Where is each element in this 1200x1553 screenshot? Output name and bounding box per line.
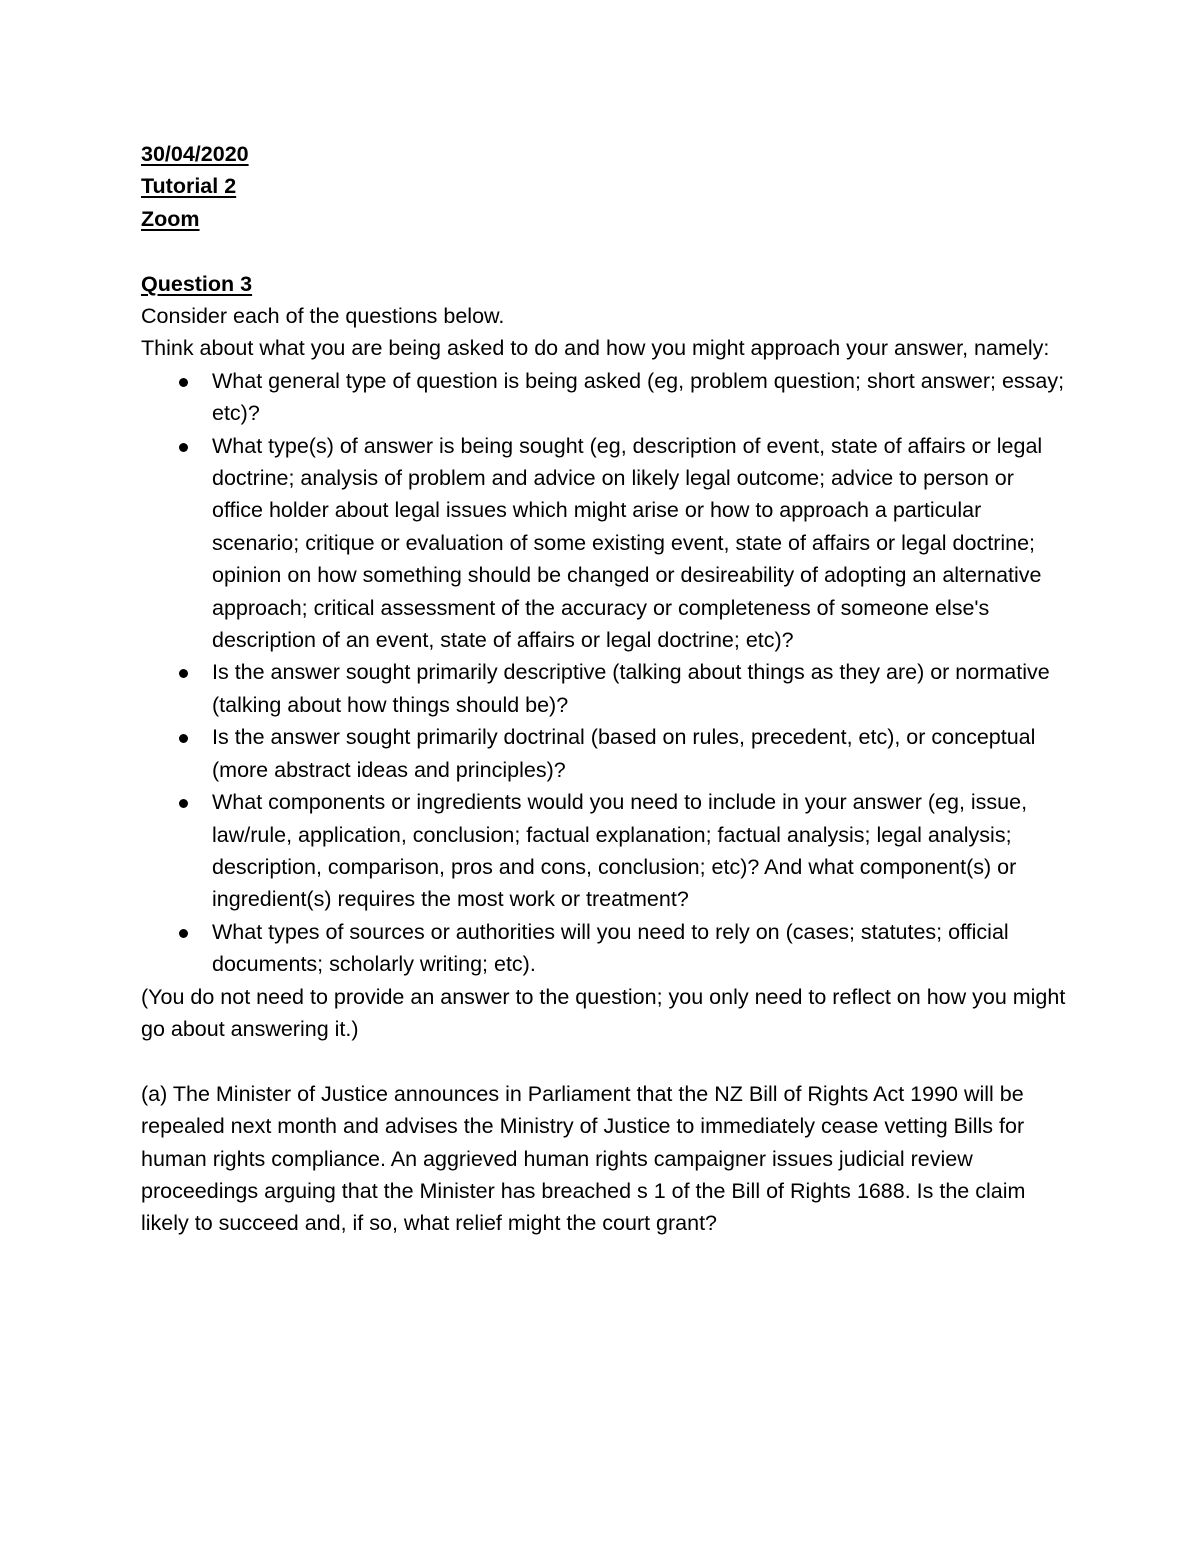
bullet-text: What components or ingredients would you need to include in your answer (eg, issue, law/rule, application, conclusion; factual explanation; factual analysis; legal analysis; description, comparison, pros and cons, conclusion; etc)? And what component(s) or ingredient(s) requires the most work or treatment? [212, 790, 1028, 912]
tutorial-heading: Tutorial 2 [141, 174, 237, 199]
bullet-text: What types of sources or authorities will you need to rely on (cases; statutes; official documents; scholarly writing; etc). [212, 919, 1009, 977]
bullet-icon [179, 378, 188, 387]
bullet-item [212, 916, 1066, 981]
bullet-icon [179, 443, 188, 452]
spacer [141, 1045, 1066, 1077]
location-heading: Zoom [141, 206, 200, 231]
guidance-bullet-list [141, 365, 1066, 981]
intro-line-1: Consider each of the questions below. [141, 304, 505, 329]
date-heading: 30/04/2020 [141, 142, 249, 166]
bullet-icon [179, 799, 188, 808]
document-page [141, 138, 1066, 1240]
bullet-text: Is the answer sought primarily doctrinal (based on rules, precedent, etc), or conceptual (more abstract ideas and principles)? [212, 725, 1036, 782]
bullet-item [212, 721, 1066, 786]
bullet-item [212, 430, 1066, 657]
intro-line-2: Think about what you are being asked to do and how you might approach your answer, namely: [141, 336, 1050, 361]
instruction-note: (You do not need to provide an answer to the question; you only need to reflect on how you might go about answering it.) [141, 984, 1066, 1041]
bullet-item [212, 365, 1066, 430]
bullet-icon [179, 734, 188, 743]
bullet-text: Is the answer sought primarily descriptive (talking about things as they are) or normative (talking about how things should be)? [212, 660, 1050, 717]
bullet-icon [179, 929, 188, 938]
bullet-text: What type(s) of answer is being sought (eg, description of event, state of affairs or legal doctrine; analysis of problem and advice on likely legal outcome; advice to person or office holder about legal issues which might arise or how to approach a particular scenario; critique or evaluation of some existing event, state of affairs or legal doctrine; opinion on how something should be changed or desireability of adopting an alternative approach; critical assessment of the accuracy or completeness of someone else's description of an event, state of affairs or legal doctrine; etc)? [212, 433, 1043, 653]
bullet-text: What general type of question is being asked (eg, problem question; short answer; essay; etc)? [212, 368, 1065, 426]
bullet-icon [179, 669, 188, 678]
question-part-a: (a) The Minister of Justice announces in Parliament that the NZ Bill of Rights Act 1990 will be repealed next month and advises the Ministry of Justice to immediately cease vetting Bills for human rights compliance. An aggrieved human rights campaigner issues judicial review proceedings arguing that the Minister has breached s 1 of the Bill of Rights 1688. Is the claim likely to succeed and, if so, what relief might the court grant? [141, 1081, 1026, 1236]
bullet-item [212, 786, 1066, 916]
question-title: Question 3 [141, 271, 253, 296]
spacer [141, 235, 1066, 267]
bullet-item [212, 656, 1066, 721]
